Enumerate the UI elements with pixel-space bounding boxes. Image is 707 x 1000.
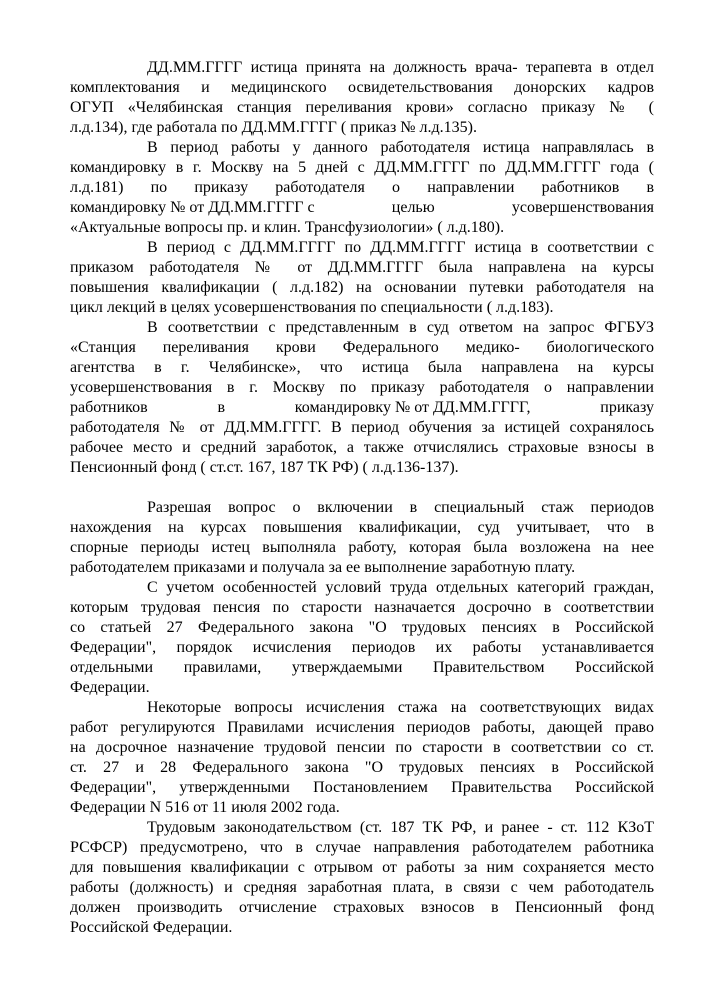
line-segment: приказу bbox=[600, 399, 654, 416]
paragraph-line: Российской Федерации. bbox=[70, 919, 233, 936]
document-body bbox=[70, 58, 654, 938]
paragraph-line: Федерации N 516 от 11 июля 2002 года. bbox=[70, 799, 340, 816]
paragraph-line: В соответствии с представленным в суд ответом на запрос ФГБУЗ bbox=[147, 319, 654, 336]
paragraph-line: л.д.134), где работала по ДД.ММ.ГГГГ ( приказ № л.д.135). bbox=[70, 119, 477, 136]
paragraph-line: В период с ДД.ММ.ГГГГ по ДД.ММ.ГГГГ истица в соответствии с bbox=[147, 239, 654, 256]
paragraph bbox=[70, 578, 654, 698]
document-section bbox=[70, 58, 654, 478]
paragraph-line: со статьей 27 Федерального закона "О трудовых пенсиях в Российской bbox=[70, 619, 654, 636]
paragraph-line: В период работы у данного работодателя истица направлялась в bbox=[147, 139, 654, 156]
paragraph-line: спорные периоды истец выполняла работу, которая была возложена на нее bbox=[70, 539, 654, 556]
paragraph-line: которым трудовая пенсия по старости назначается досрочно в соответствии bbox=[70, 599, 654, 616]
paragraph-line: работ регулируются Правилами исчисления периодов работы, дающей право bbox=[70, 719, 654, 736]
paragraph-line bbox=[70, 198, 654, 218]
paragraph-line: повышения квалификации ( л.д.182) на основании путевки работодателя на bbox=[70, 279, 654, 296]
paragraph-line: Некоторые вопросы исчисления стажа на соответствующих видах bbox=[147, 699, 654, 716]
paragraph-line: ст. 27 и 28 Федерального закона "О трудовых пенсиях в Российской bbox=[70, 759, 654, 776]
paragraph-line: Разрешая вопрос о включении в специальный стаж периодов bbox=[147, 499, 654, 516]
paragraph bbox=[70, 138, 654, 238]
paragraph-line: Федерации", порядок исчисления периодов их работы устанавливается bbox=[70, 639, 654, 656]
line-segment: в bbox=[217, 399, 226, 416]
paragraph-line: комплектования и медицинского освидетельствования донорских кадров bbox=[70, 79, 654, 96]
paragraph-line: работодателя № от ДД.ММ.ГГГГ. В период обучения за истицей сохранялось bbox=[70, 419, 654, 436]
paragraph-line: командировку в г. Москву на 5 дней с ДД.ММ.ГГГГ по ДД.ММ.ГГГГ года ( bbox=[70, 159, 654, 176]
paragraph-line: работы (должность) и средняя заработная плата, в связи с чем работодатель bbox=[70, 879, 654, 896]
paragraph-line: цикл лекций в целях усовершенствования по специальности ( л.д.183). bbox=[70, 299, 554, 316]
paragraph-line: Пенсионный фонд ( ст.ст. 167, 187 ТК РФ) ( л.д.136-137). bbox=[70, 459, 459, 476]
paragraph-line: С учетом особенностей условий труда отдельных категорий граждан, bbox=[147, 579, 654, 596]
line-segment: целью bbox=[391, 199, 435, 216]
paragraph bbox=[70, 498, 654, 578]
paragraph-line: нахождения на курсах повышения квалификации, суд учитывает, что в bbox=[70, 519, 654, 536]
paragraph-line: усовершенствования в г. Москву по приказу работодателя о направлении bbox=[70, 379, 654, 396]
paragraph-line: на досрочное назначение трудовой пенсии по старости в соответствии со ст. bbox=[70, 739, 654, 756]
paragraph-line: Трудовым законодательством (ст. 187 ТК РФ, и ранее - ст. 112 КЗоТ bbox=[147, 819, 654, 836]
paragraph bbox=[70, 318, 654, 478]
paragraph bbox=[70, 698, 654, 818]
paragraph-line: РСФСР) предусмотрено, что в случае направления работодателем работника bbox=[70, 839, 654, 856]
paragraph-line: «Станция переливания крови Федерального медико- биологического bbox=[70, 339, 654, 356]
document-section bbox=[70, 498, 654, 938]
paragraph-line: рабочее место и средний заработок, а также отчислялись страховые взносы в bbox=[70, 439, 654, 456]
paragraph-line: ОГУП «Челябинская станция переливания крови» согласно приказу № ( bbox=[70, 99, 654, 116]
paragraph-line: приказом работодателя № от ДД.ММ.ГГГГ была направлена на курсы bbox=[70, 259, 654, 276]
paragraph-line bbox=[70, 398, 654, 418]
paragraph-line: агентства в г. Челябинске», что истица была направлена на курсы bbox=[70, 359, 654, 376]
line-segment: работников bbox=[70, 399, 148, 416]
paragraph-line: Федерации. bbox=[70, 679, 150, 696]
paragraph-line: ДД.ММ.ГГГГ истица принята на должность врача- терапевта в отдел bbox=[147, 59, 654, 76]
paragraph-line: должен производить отчисление страховых взносов в Пенсионный фонд bbox=[70, 899, 654, 916]
line-segment: командировку № от ДД.ММ.ГГГГ, bbox=[294, 399, 531, 416]
line-segment: усовершенствования bbox=[511, 199, 655, 216]
paragraph-line: для повышения квалификации с отрывом от работы за ним сохраняется место bbox=[70, 859, 654, 876]
paragraph-line: работодателем приказами и получала за ее выполнение заработную плату. bbox=[70, 559, 576, 576]
paragraph bbox=[70, 238, 654, 318]
paragraph-line: «Актуальные вопросы пр. и клин. Трансфузиологии» ( л.д.180). bbox=[70, 219, 505, 236]
line-segment: командировку № от ДД.ММ.ГГГГ с bbox=[70, 199, 315, 216]
paragraph-line: л.д.181) по приказу работодателя о направлении работников в bbox=[70, 179, 654, 196]
paragraph-line: Федерации", утвержденными Постановлением Правительства Российской bbox=[70, 779, 654, 796]
paragraph bbox=[70, 58, 654, 138]
paragraph-line: отдельными правилами, утверждаемыми Правительством Российской bbox=[70, 659, 654, 676]
paragraph bbox=[70, 818, 654, 938]
